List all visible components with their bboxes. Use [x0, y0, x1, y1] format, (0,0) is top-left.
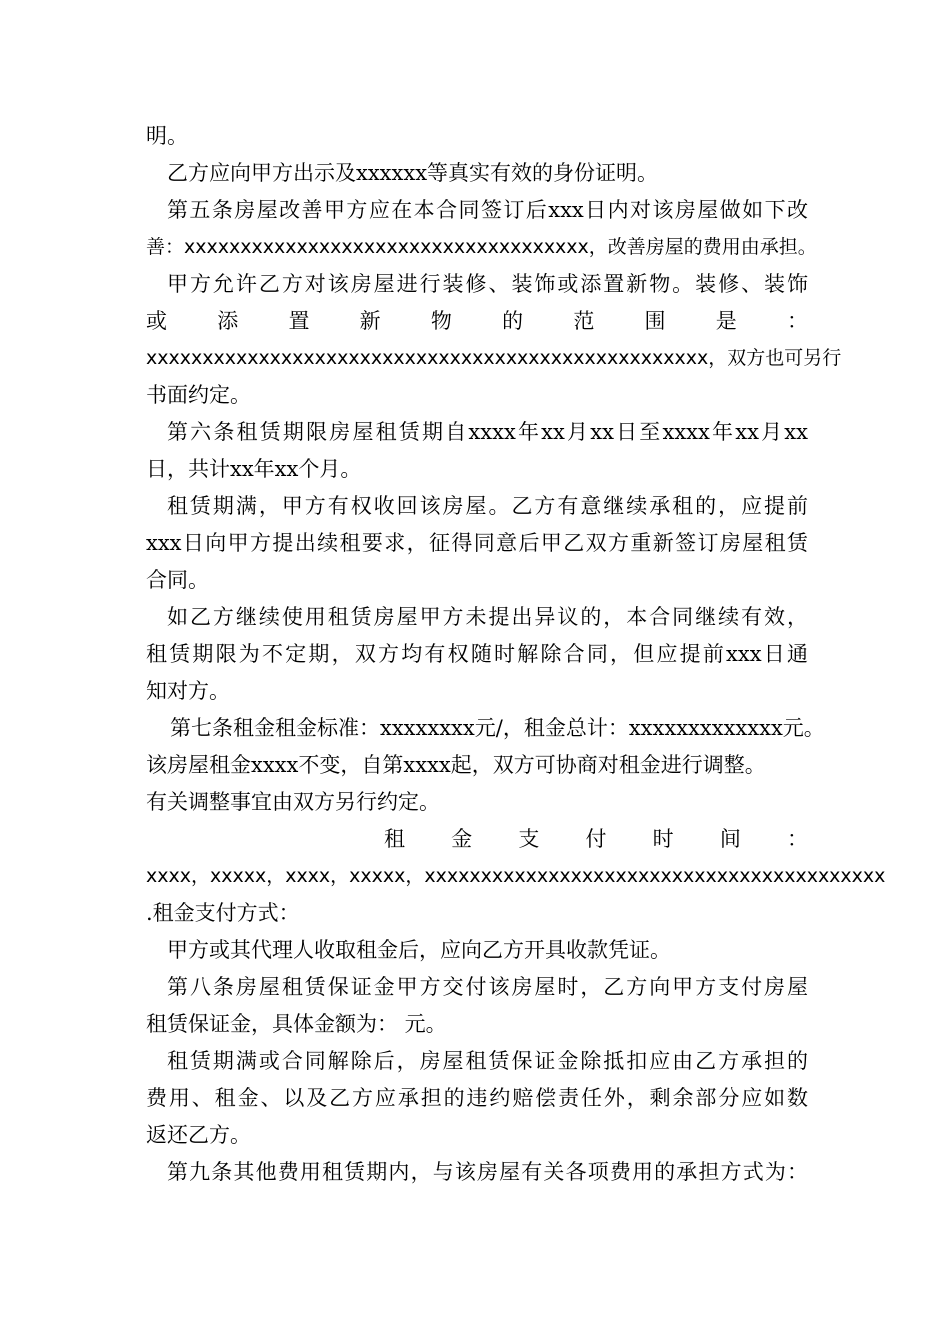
text-line: 有关调整事宜由双方另行约定。	[146, 790, 440, 814]
text-line: xxxx，xxxxx，xxxx，xxxxx，xxxxxxxxxxxxxxxxxxxxxxxxxxxxxxxxxxxxxxxxx	[146, 865, 886, 887]
text-line: 租赁期满，甲方有权收回该房屋。乙方有意继续承租的，应提前	[167, 494, 808, 518]
text-line: xxxxxxxxxxxxxxxxxxxxxxxxxxxxxxxxxxxxxxxxxxxxxxxxxx，双方也可另行	[146, 347, 842, 369]
text-line: 或 添 置 新 物 的 范 围 是 ：	[146, 309, 808, 333]
text-line: 善：xxxxxxxxxxxxxxxxxxxxxxxxxxxxxxxxxxxx，改善房屋的费用由承担。	[146, 236, 817, 258]
text-line: 明。	[146, 124, 188, 148]
text-line: 合同。	[146, 568, 209, 592]
text-line: 第六条租赁期限房屋租赁期自xxxx年xx月xx日至xxxx年xx月xx	[167, 420, 808, 444]
text-line: 第五条房屋改善甲方应在本合同签订后xxx日内对该房屋做如下改	[167, 198, 808, 222]
text-line: 日，共计xx年xx个月。	[146, 457, 362, 481]
text-line: 租赁期满或合同解除后，房屋租赁保证金除抵扣应由乙方承担的	[167, 1049, 808, 1073]
text-line: 租赁保证金，具体金额为： 元。	[146, 1012, 447, 1036]
text-line: 如乙方继续使用租赁房屋甲方未提出异议的，本合同继续有效，	[167, 605, 808, 629]
text-line: 第七条租金租金标准：xxxxxxxx元/，租金总计：xxxxxxxxxxxxx元。	[170, 716, 825, 740]
text-line: 租赁期限为不定期，双方均有权随时解除合同，但应提前xxx日通	[146, 642, 808, 666]
text-line: 该房屋租金xxxx不变，自第xxxx起，双方可协商对租金进行调整。	[146, 753, 766, 777]
text-line: 乙方应向甲方出示及xxxxxx等真实有效的身份证明。	[167, 161, 659, 185]
text-line: .租金支付方式：	[146, 901, 300, 925]
text-line: 租 金 支 付 时 间 ：	[384, 827, 808, 851]
text-line: 第八条房屋租赁保证金甲方交付该房屋时，乙方向甲方支付房屋	[167, 975, 808, 999]
text-line: 返还乙方。	[146, 1123, 251, 1147]
text-line: 第九条其他费用租赁期内，与该房屋有关各项费用的承担方式为：	[167, 1160, 808, 1184]
text-line: 费用、租金、以及乙方应承担的违约赔偿责任外，剩余部分应如数	[146, 1086, 808, 1110]
text-line: 甲方或其代理人收取租金后，应向乙方开具收款凭证。	[167, 938, 671, 962]
text-line: 甲方允许乙方对该房屋进行装修、装饰或添置新物。装修、装饰	[167, 272, 808, 296]
text-line: 知对方。	[146, 679, 230, 703]
text-line: 书面约定。	[146, 383, 251, 407]
text-line: xxx日向甲方提出续租要求，征得同意后甲乙双方重新签订房屋租赁	[146, 531, 808, 555]
